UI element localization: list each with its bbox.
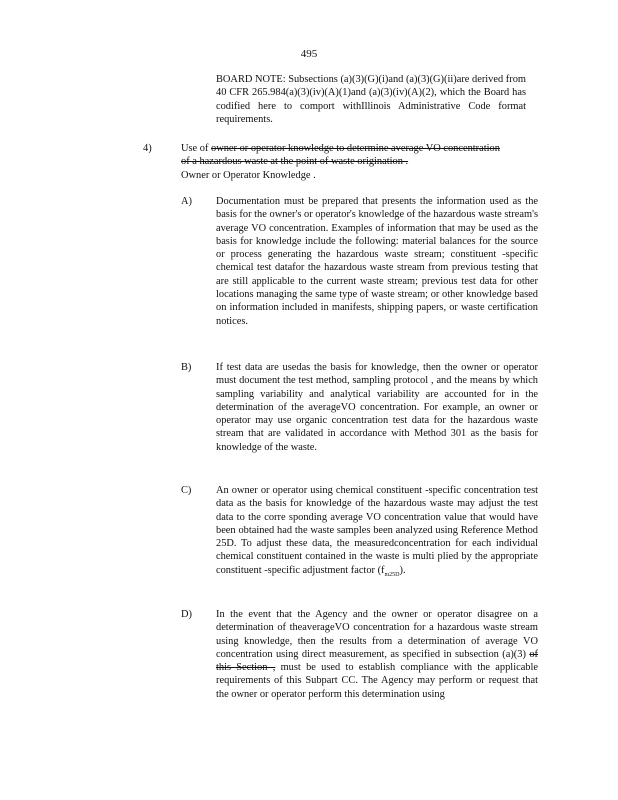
item-4-label: 4) (143, 143, 152, 154)
item-4-new-text: Owner or Operator Knowledge . (181, 169, 316, 181)
item-c-text-main: An owner or operator using chemical constituent -specific concentration test data as the basis for knowledge of the hazardous waste may adjust the test data to the corre sponding average VO concentration value that would have been obtained had the waste samples been analyzed using Reference Method 25D. To adjust these data, the measuredconcentration for each individual chemical constituent contained in the waste is multi plied by the appropriate constituent -specific adjustment factor (f (216, 485, 538, 576)
item-b-label: B) (181, 362, 192, 373)
page-number: 495 (300, 48, 318, 60)
item-c-label: C) (181, 485, 192, 496)
item-a-label: A) (181, 196, 192, 207)
item-d-struck-text: of this Section , (216, 648, 538, 674)
item-c-text (216, 484, 538, 582)
item-d-text (216, 608, 538, 701)
item-4-struck-text: owner or operator knowledge to determine average VO concentration of a hazardous waste at the point of waste origination . (181, 143, 500, 168)
item-a-text: Documentation must be prepared that presents the information used as the basis for the owner's or operator's knowledge of the hazardous waste stream's average VO concentration. Examples of information that may be used as the basis for knowledge include the following: material balances for the source or process generating the hazardous waste stream; constituent -specific chemical test datafor the hazardous waste stream from previous testing that are still applicable to the current waste stream; previous test data for other locations managing the same type of waste stream; or other knowledge based on information included in manifests, shipping papers, or waste certification notices. (216, 196, 538, 327)
item-4-text (181, 142, 511, 182)
item-d-text-main: In the event that the Agency and the owner or operator disagree on a determination of theaverageVO concentration for a hazardous waste stream using knowledge, then the results from a determination of average VO concentration using direct measurement, as specified in subsection (a)(3) (216, 609, 538, 660)
item-c-subscript: m25D (384, 571, 400, 578)
item-4-prefix: Use of (181, 143, 212, 154)
board-note: BOARD NOTE: Subsections (a)(3)(G)(i)and (a)(3)(G)(ii)are derived from 40 CFR 265.984(a)(3)(iv)(A)(1)and (a)(3)(iv)(A)(2), which the Board has codified here to comport withIllinois Administrative Code format requirements. (216, 74, 526, 125)
item-d-text-end: must be used to establish compliance with the applicable requirements of this Subpart CC. The Agency may perform or request that the owner or operator perform this determination using (216, 662, 538, 700)
item-d-label: D) (181, 609, 192, 620)
item-c-text-end: ). (399, 564, 406, 576)
item-b-text: If test data are usedas the basis for knowledge, then the owner or operator must document the test method, sampling protocol , and the means by which sampling variability and analytical variability are accounted for in the determination of the averageVO concentration. For example, an owner or operator may use organic concentration test data for the hazardous waste stream that are validated in accordance with Method 301 as the basis for knowledge of the waste. (216, 362, 538, 453)
